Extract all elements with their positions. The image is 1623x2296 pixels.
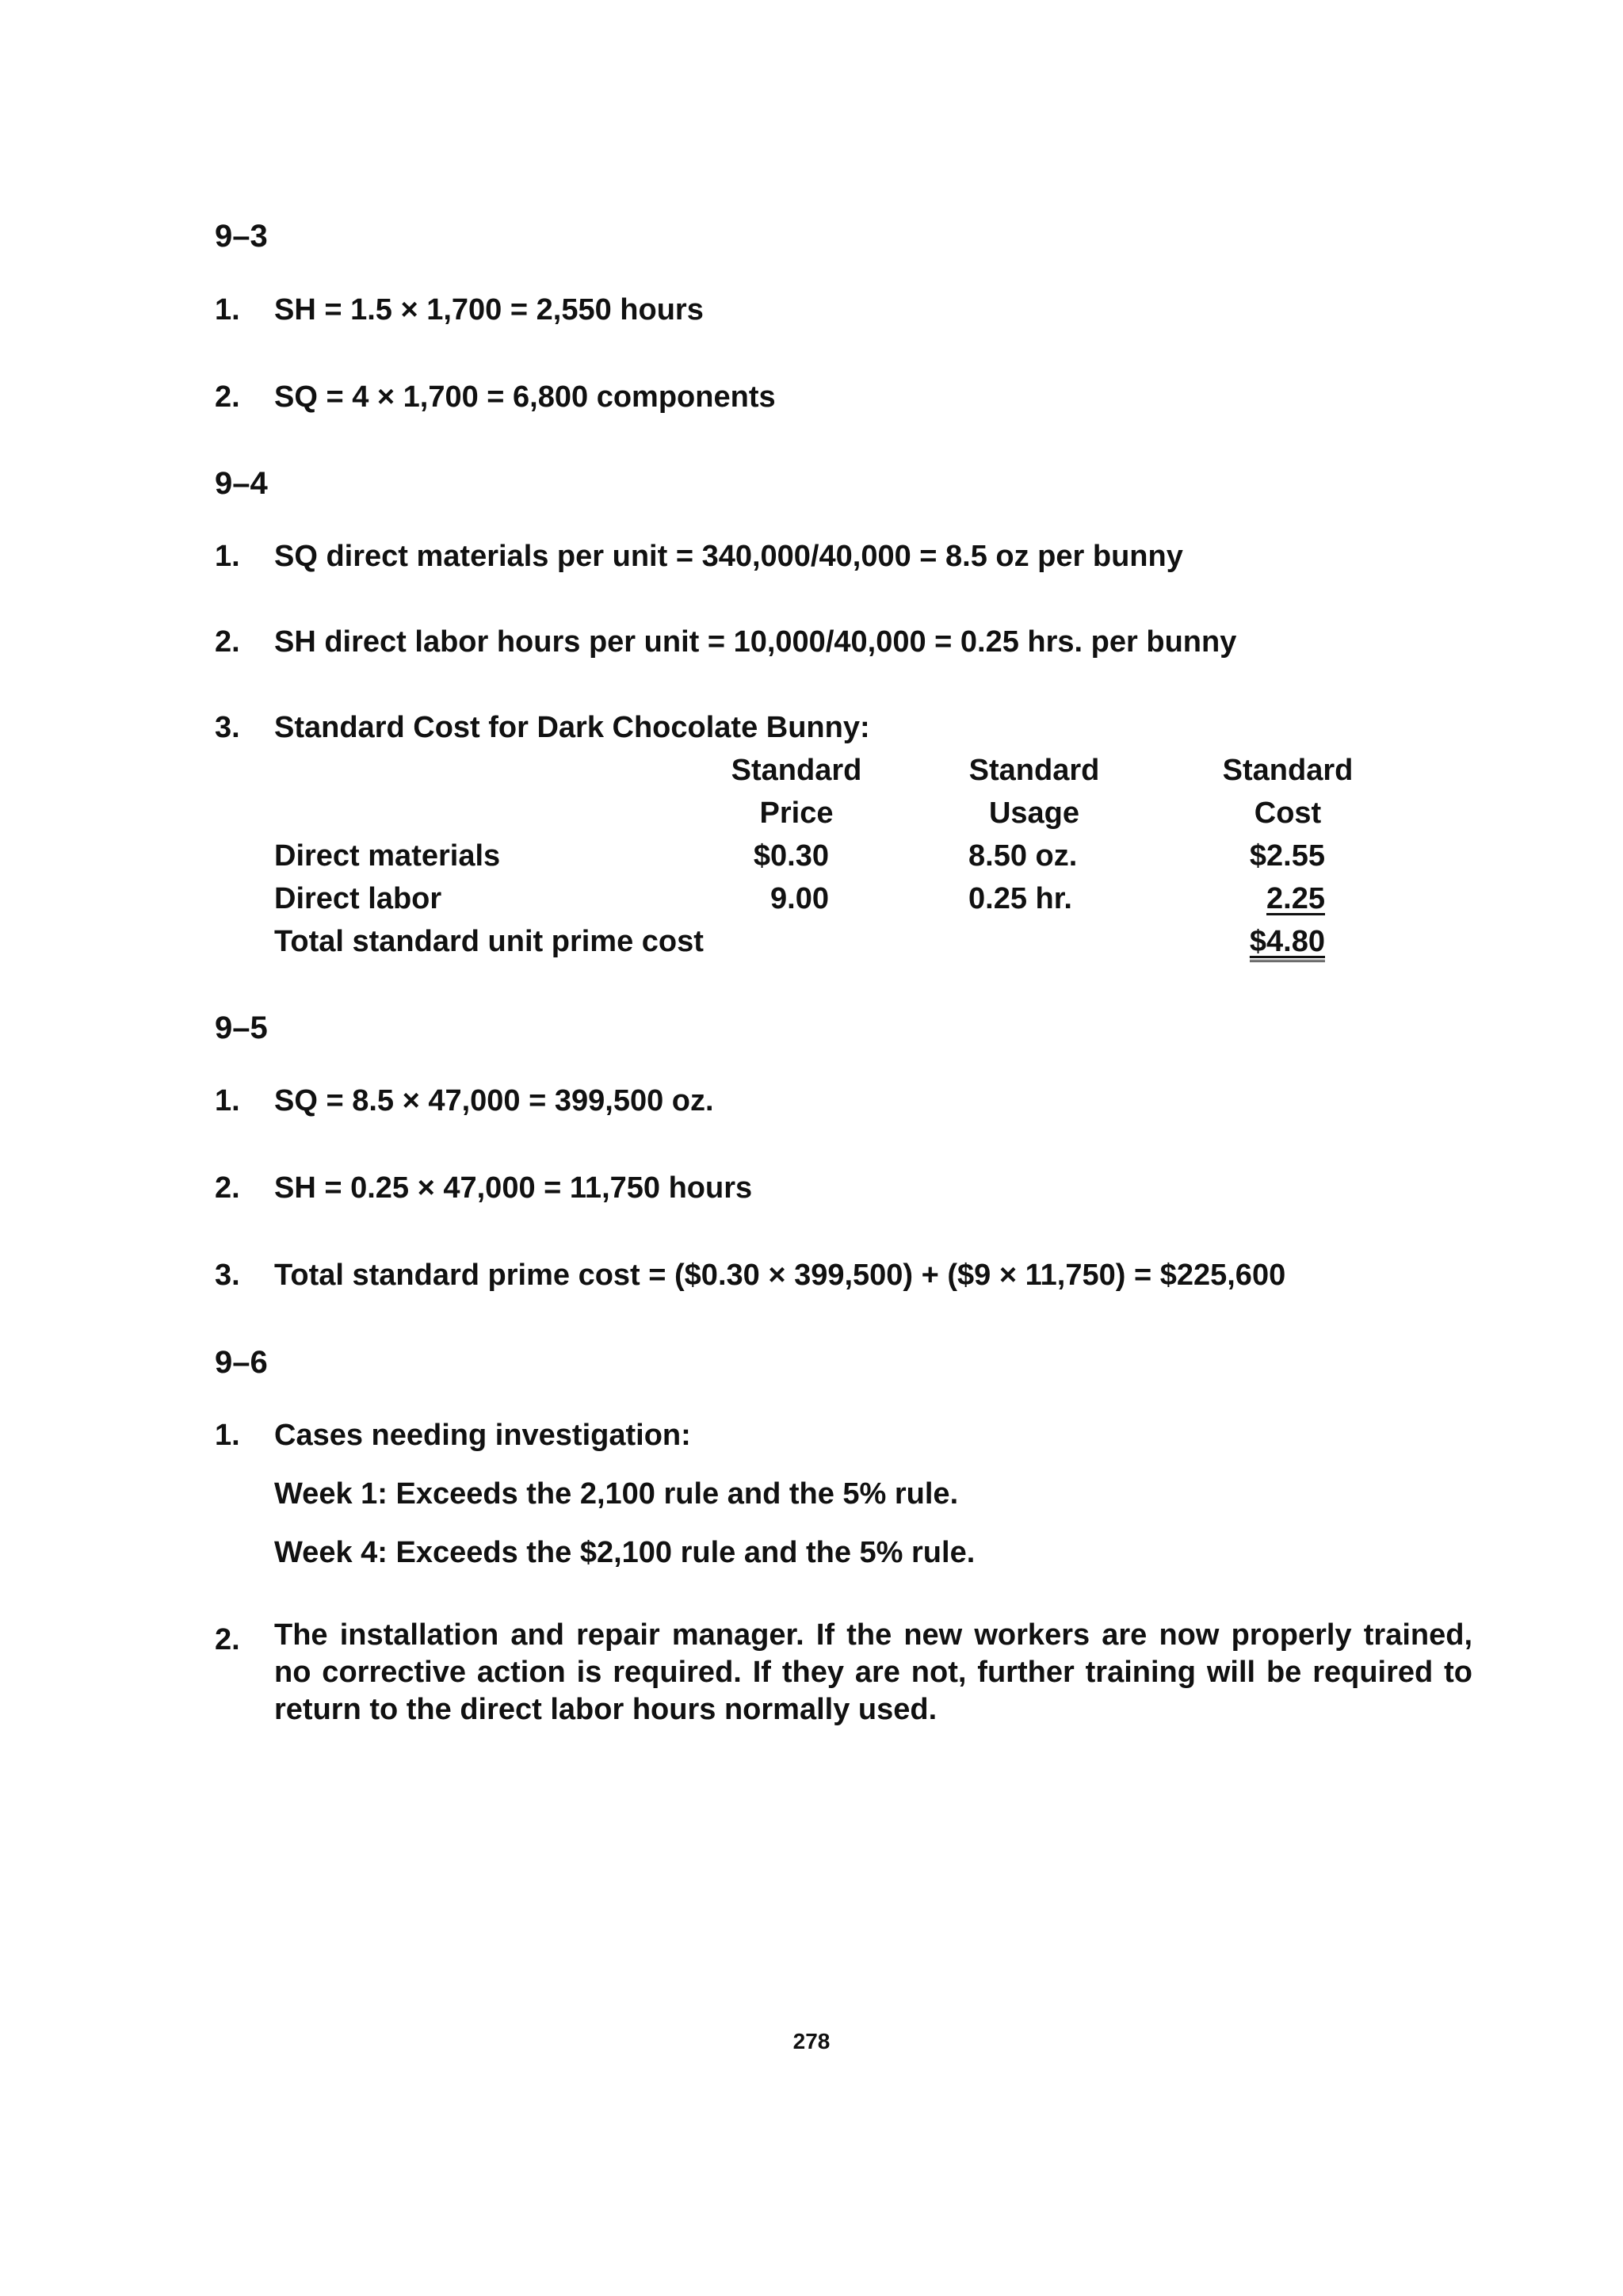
item-paragraph: The installation and repair manager. If the new workers are now properly trained, no corrective action is required. If they are not, further training will be required to return to the direct labor hours normally used. <box>274 1618 1472 1726</box>
item-text: SH = 1.5 × 1,700 = 2,550 hours <box>274 293 704 327</box>
item-number: 3. <box>215 1259 240 1292</box>
cell-cost: $2.55 <box>1249 839 1325 873</box>
column-header-price-line1: Standard <box>731 754 862 787</box>
item-text: SQ = 8.5 × 47,000 = 399,500 oz. <box>274 1084 714 1117</box>
cell-total-cost-value: $4.80 <box>1250 925 1325 962</box>
item-number: 1. <box>215 293 240 327</box>
cell-total-cost <box>1189 926 1325 957</box>
item-text: SH direct labor hours per unit = 10,000/40,000 = 0.25 hrs. per bunny <box>274 625 1237 659</box>
column-header-price-line2: Price <box>759 797 834 830</box>
column-header-cost-line2: Cost <box>1254 797 1322 830</box>
cell-price: $0.30 <box>753 839 829 873</box>
row-label-direct-materials: Direct materials <box>274 839 501 873</box>
item-number: 3. <box>215 711 240 744</box>
column-header-usage-line2: Usage <box>988 797 1080 830</box>
sub-item: Week 1: Exceeds the 2,100 rule and the 5% rule. <box>274 1477 959 1511</box>
item-number: 1. <box>215 1419 240 1452</box>
item-text: SQ = 4 × 1,700 = 6,800 components <box>274 380 776 414</box>
section-heading-9-4: 9–4 <box>215 466 268 501</box>
cell-cost-value: 2.25 <box>1266 882 1325 915</box>
item-number: 1. <box>215 540 240 573</box>
item-number: 2. <box>215 1623 240 1656</box>
page-number: 278 <box>792 2029 831 2053</box>
item-text: SH = 0.25 × 47,000 = 11,750 hours <box>274 1171 753 1205</box>
section-heading-9-3: 9–3 <box>215 219 268 254</box>
column-header-cost-line1: Standard <box>1222 754 1354 787</box>
sub-item: Week 4: Exceeds the $2,100 rule and the 5% rule. <box>274 1536 976 1569</box>
cell-cost <box>1189 884 1325 914</box>
row-label-direct-labor: Direct labor <box>274 882 442 915</box>
section-heading-9-6: 9–6 <box>215 1345 268 1380</box>
item-text: Total standard prime cost = ($0.30 × 399,500) + ($9 × 11,750) = $225,600 <box>274 1259 1286 1292</box>
cell-usage: 8.50 oz. <box>968 839 1078 873</box>
item-text: SQ direct materials per unit = 340,000/40,000 = 8.5 oz per bunny <box>274 540 1183 573</box>
cell-price: 9.00 <box>770 882 829 915</box>
item-number: 2. <box>215 1171 240 1205</box>
item-text: Standard Cost for Dark Chocolate Bunny: <box>274 711 870 744</box>
item-number: 2. <box>215 625 240 659</box>
section-heading-9-5: 9–5 <box>215 1010 268 1045</box>
item-number: 2. <box>215 380 240 414</box>
item-text: Cases needing investigation: <box>274 1419 691 1452</box>
cell-usage: 0.25 hr. <box>968 882 1072 915</box>
item-number: 1. <box>215 1084 240 1117</box>
row-label-total: Total standard unit prime cost <box>274 925 704 958</box>
column-header-usage-line1: Standard <box>968 754 1100 787</box>
